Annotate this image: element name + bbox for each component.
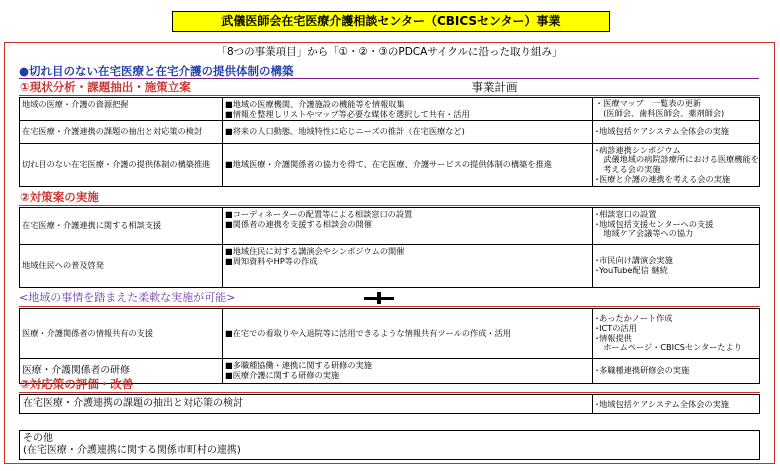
table-row [19,394,760,414]
item-cell [20,245,223,287]
plan-cell [223,309,593,358]
item-label: 在宅医療・介護連携の課題の抽出と対応策の検討 [23,398,243,409]
main-heading: ●切れ目のない在宅医療と在宅介護の提供体制の構築 [19,64,759,79]
plan-line: ■在宅での看取りや入退院等に活用できるような情報共有ツールの作成・活用 [225,327,511,338]
item-label: 在宅医療・介護連携の課題の抽出と対応策の検討 [22,126,203,137]
result-line: ・医療マップ 一覧表の更新 [595,98,702,109]
plan-cell [223,208,593,244]
plan-line: ■医療介護に関する研修の実施 [225,370,340,380]
section-divider [19,205,760,206]
result-line: ･市民向け講演会実施 [595,255,673,266]
plan-cell [223,144,593,186]
plan-cell [223,98,593,120]
other-box [19,430,760,460]
plus-icon [364,292,394,304]
result-line: ･地域包括ケアシステム全体会の実施 [595,126,729,137]
other-subtitle: (在宅医療・介護連携に関する関係市町村の連携) [23,445,241,456]
item-cell [20,208,223,244]
result-line: ･病診連携シンポジウム [595,144,681,155]
plan-line: ■多職種協働・連携に関する研修の実施 [225,360,372,371]
item-cell [20,144,223,186]
result-line: ･地域包括ケアシステム全体会の実施 [595,399,729,409]
plan-column-header: 事業計画 [471,80,518,94]
table-row [19,97,760,121]
result-cell [593,309,759,358]
item-label: 地域住民への普及啓発 [22,260,104,271]
section-divider [19,392,760,393]
page-title: 武儀医師会在宅医療介護相談センター（CBICSセンター）事業 [172,11,610,32]
plan-cell [223,121,593,143]
item-cell [20,98,223,120]
item-label: 在宅医療・介護連携に関する相談支援 [22,220,162,231]
plan-line: ■情報を整理しリストやマップ等必要な媒体を選択して共有・活用 [225,108,470,119]
result-line: ･情報提供 [595,332,632,343]
item-label: 切れ目のない在宅医療・介護の提供体制の構築推進 [22,159,211,170]
section2-header: ②対策案の実施 [20,190,99,204]
plan-line: ■地域医療・介護関係者の協力を得て、在宅医療、介護サービスの提供体制の構築を推進 [225,159,552,170]
item-label: 医療・介護関係者の研修 [22,365,130,376]
table-row [19,207,760,245]
result-cell [593,98,759,120]
section1-heading: ①現状分析・課題抽出・施策立案 [20,80,191,94]
result-line: (医師会、歯科医師会、薬剤師会) [595,108,725,118]
result-cell [593,395,759,413]
section-divider [19,95,760,96]
item-cell [20,395,593,413]
result-line: ･医療と介護の連携を考える会の実施 [595,173,731,184]
other-title: その他 [23,433,53,444]
table-row [19,308,760,359]
flex-section-header [19,291,760,305]
result-line: 地域ケア会議等への協力 [595,228,694,239]
item-cell [20,121,223,143]
table-row [19,120,760,144]
result-line: ･ICTの活用 [595,322,637,333]
result-line: ･相談窓口の設置 [595,209,657,219]
table-row [19,244,760,288]
plan-line: ■地域住民に対する講演会やシンポジウムの開催 [225,246,405,256]
item-label: 医療・介護関係者の情報共有の支援 [22,327,154,338]
plan-line: ■関係者の連携を支援する相談会の開催 [225,218,372,229]
result-line: ･多職種連携研修会の実施 [595,365,690,376]
result-cell [593,121,759,143]
plan-line: ■地域の医療機関、介護施設の機能等を情報収集 [225,99,405,109]
item-cell [20,309,223,358]
plan-line: ■将来の人口動態、地域特性に応じニーズの推計（在宅医療など) [225,126,465,137]
result-cell [593,208,759,244]
subtitle: 「8つの事業項目」から「①・②・③のPDCAサイクルに沿った取り組み」 [216,46,563,58]
section1-header [19,80,760,95]
plan-cell [223,245,593,287]
result-line: ホームページ・CBICSセンターたより [595,342,742,353]
table-row [19,143,760,187]
result-line: ･YouTube配信 継続 [595,265,668,275]
plan-line: ■周知資料やHP等の作成 [225,255,318,266]
result-line: 武儀地域の病院診療所における医療機能を [595,154,759,165]
section-divider [19,306,760,307]
result-line: ･地域包括支援センターへの支援 [595,218,714,229]
result-line: 考える会の実施 [595,164,661,174]
plan-line: ■コーディネーターの配置等による相談窓口の設置 [225,209,413,219]
result-cell [593,245,759,287]
result-cell [593,144,759,186]
section3-header: ③対応策の評価・改善 [20,377,134,391]
flex-section-heading: <地域の事情を踏まえた柔軟な実施が可能> [19,291,236,304]
main-panel [4,42,775,464]
result-line: ･あったかノート作成 [595,313,673,324]
item-label: 地域の医療・介護の資源把握 [22,99,129,109]
